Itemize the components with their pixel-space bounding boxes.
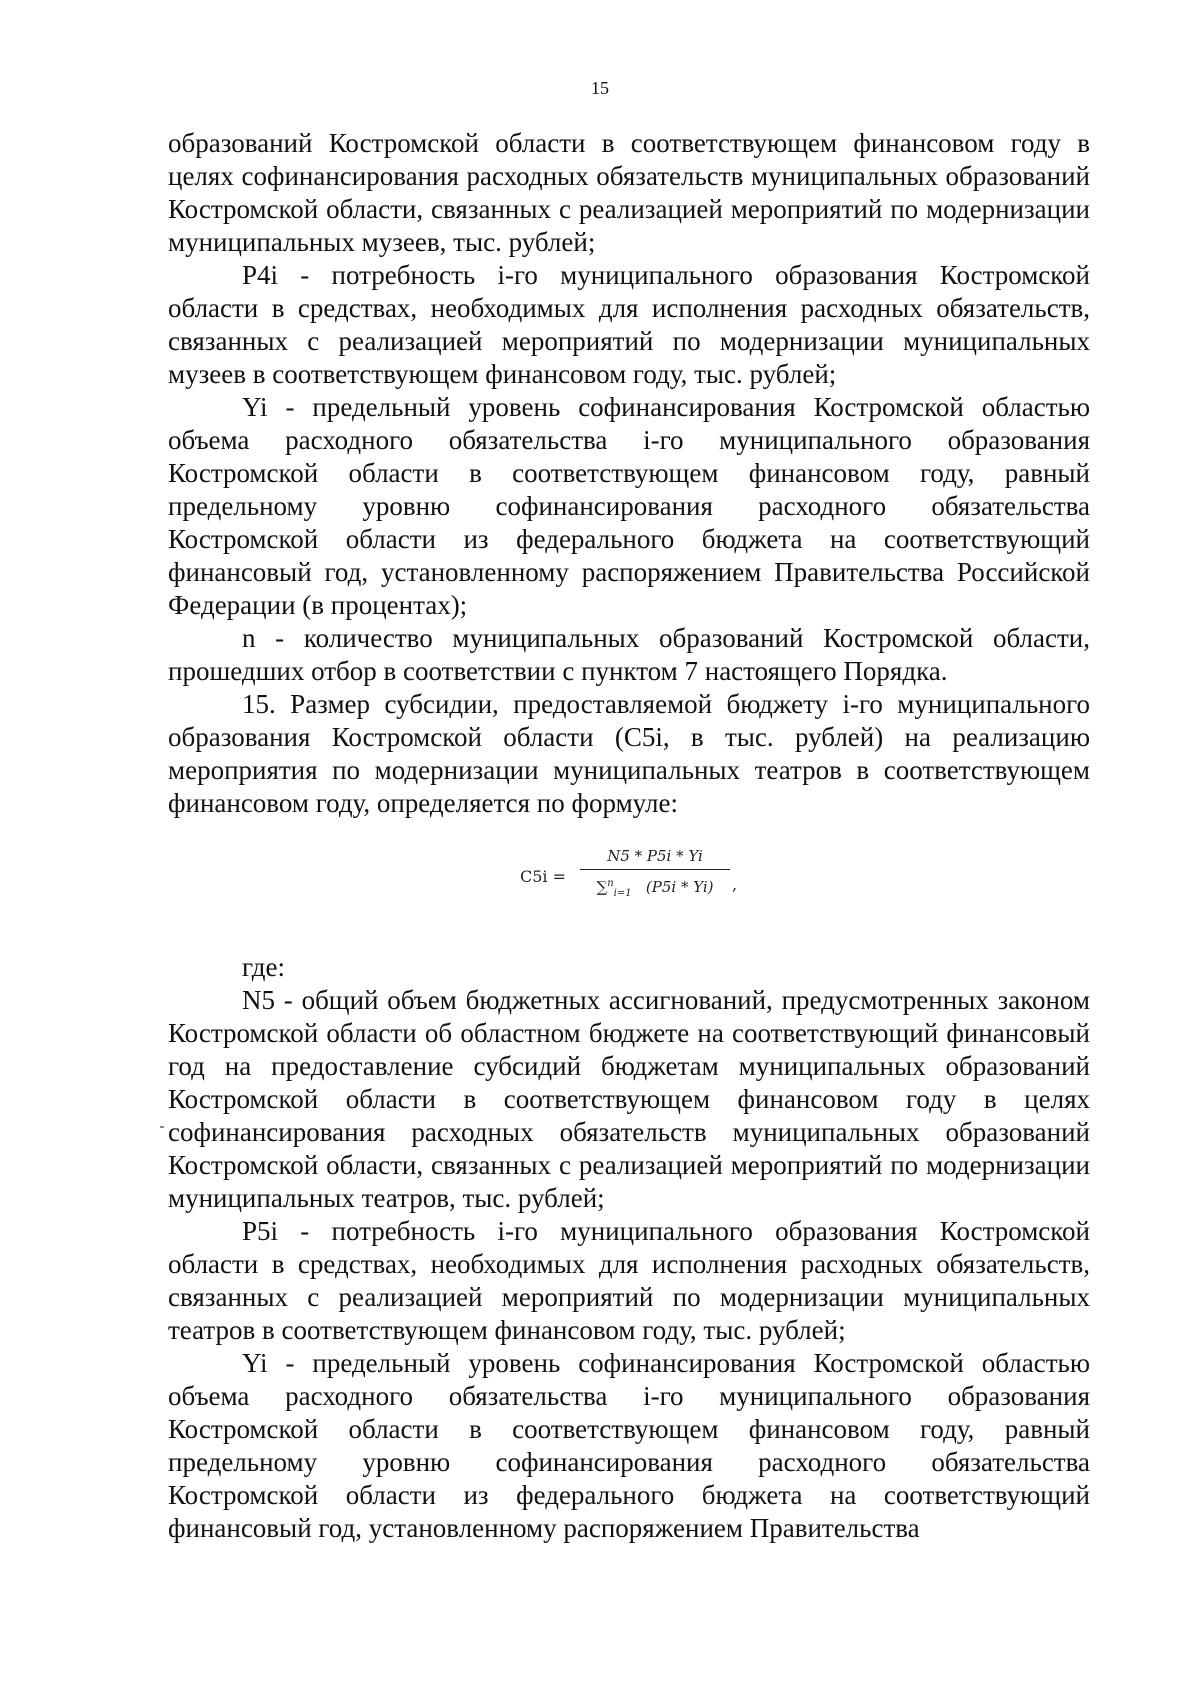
paragraph-continuation: образований Костромской области в соответствующем финансовом году в целях софинансирования расходных обязательств муниципальных образований Костромской области, связанных с реализацией мероприятий по модернизации муниципальных музеев, тыс. рублей; xyxy=(168,128,1090,257)
paragraph-n5-definition: N5 - общий объем бюджетных ассигнований, предусмотренных законом Костромской области об областном бюджете на соответствующий финансовый год на предоставление субсидий бюджетам муниципальных образований Костромской области в соответствующем финансовом году в целях софинансирования расходных обязательств муниципальных образований Костромской области, связанных с реализацией мероприятий по модернизации муниципальных театров, тыс. рублей; xyxy=(168,985,1090,1213)
paragraph-item-15: 15. Размер субсидии, предоставляемой бюджету i-го муниципального образования Костромской области (C5i, в тыс. рублей) на реализацию мероприятия по модернизации муниципальных театров в соответствующем финансовом году, определяется по формуле: xyxy=(168,689,1090,818)
formula-numerator: N5 * P5i * Yi xyxy=(607,847,703,865)
formula-denominator xyxy=(580,873,730,899)
denominator-term: (P5i * Yi) xyxy=(645,878,714,896)
fraction-bar xyxy=(580,869,730,870)
page-number: 15 xyxy=(591,78,609,98)
where-label: где: xyxy=(242,952,285,982)
paragraph-p4i-definition: P4i - потребность i-го муниципального образования Костромской области в средствах, необходимых для исполнения расходных обязательств, связанных с реализацией мероприятий по модернизации муниципальных музеев в соответствующем финансовом году, тыс. рублей; xyxy=(168,260,1090,389)
text-block-top xyxy=(168,127,1090,820)
scan-artifact xyxy=(160,1126,164,1128)
paragraph-n-definition: n - количество муниципальных образований Костромской области, прошедших отбор в соответствии с пунктом 7 настоящего Порядка. xyxy=(168,623,1090,686)
sum-symbol: ∑ xyxy=(596,878,608,896)
formula-fraction xyxy=(580,845,730,899)
paragraph-yi-definition: Yi - предельный уровень софинансирования Костромской областью объема расходного обязательства i-го муниципального образования Костромской области в соответствующем финансовом году, равный предельному уровню софинансирования расходного обязательства Костромской области из федерального бюджета на соответствующий финансовый год, установленному распоряжением Правительства Российской Федерации (в процентах); xyxy=(168,392,1090,620)
text-block-bottom xyxy=(168,951,1090,1545)
paragraph-p5i-definition: P5i - потребность i-го муниципального образования Костромской области в средствах, необходимых для исполнения расходных обязательств, связанных с реализацией мероприятий по модернизации муниципальных театров в соответствующем финансовом году, тыс. рублей; xyxy=(168,1216,1090,1345)
paragraph-yi-definition-2: Yi - предельный уровень софинансирования Костромской областью объема расходного обязательства i-го муниципального образования Костромской области в соответствующем финансовом году, равный предельному уровню софинансирования расходного обязательства Костромской области из федерального бюджета на соответствующий финансовый год, установленному распоряжением Правительства xyxy=(168,1348,1090,1543)
sum-lower-limit: i=1 xyxy=(613,888,632,899)
formula-comma: , xyxy=(732,875,738,894)
subsidy-formula xyxy=(520,845,760,905)
formula-lhs: C5i = xyxy=(520,867,567,886)
sum-upper-limit: n xyxy=(607,878,614,889)
